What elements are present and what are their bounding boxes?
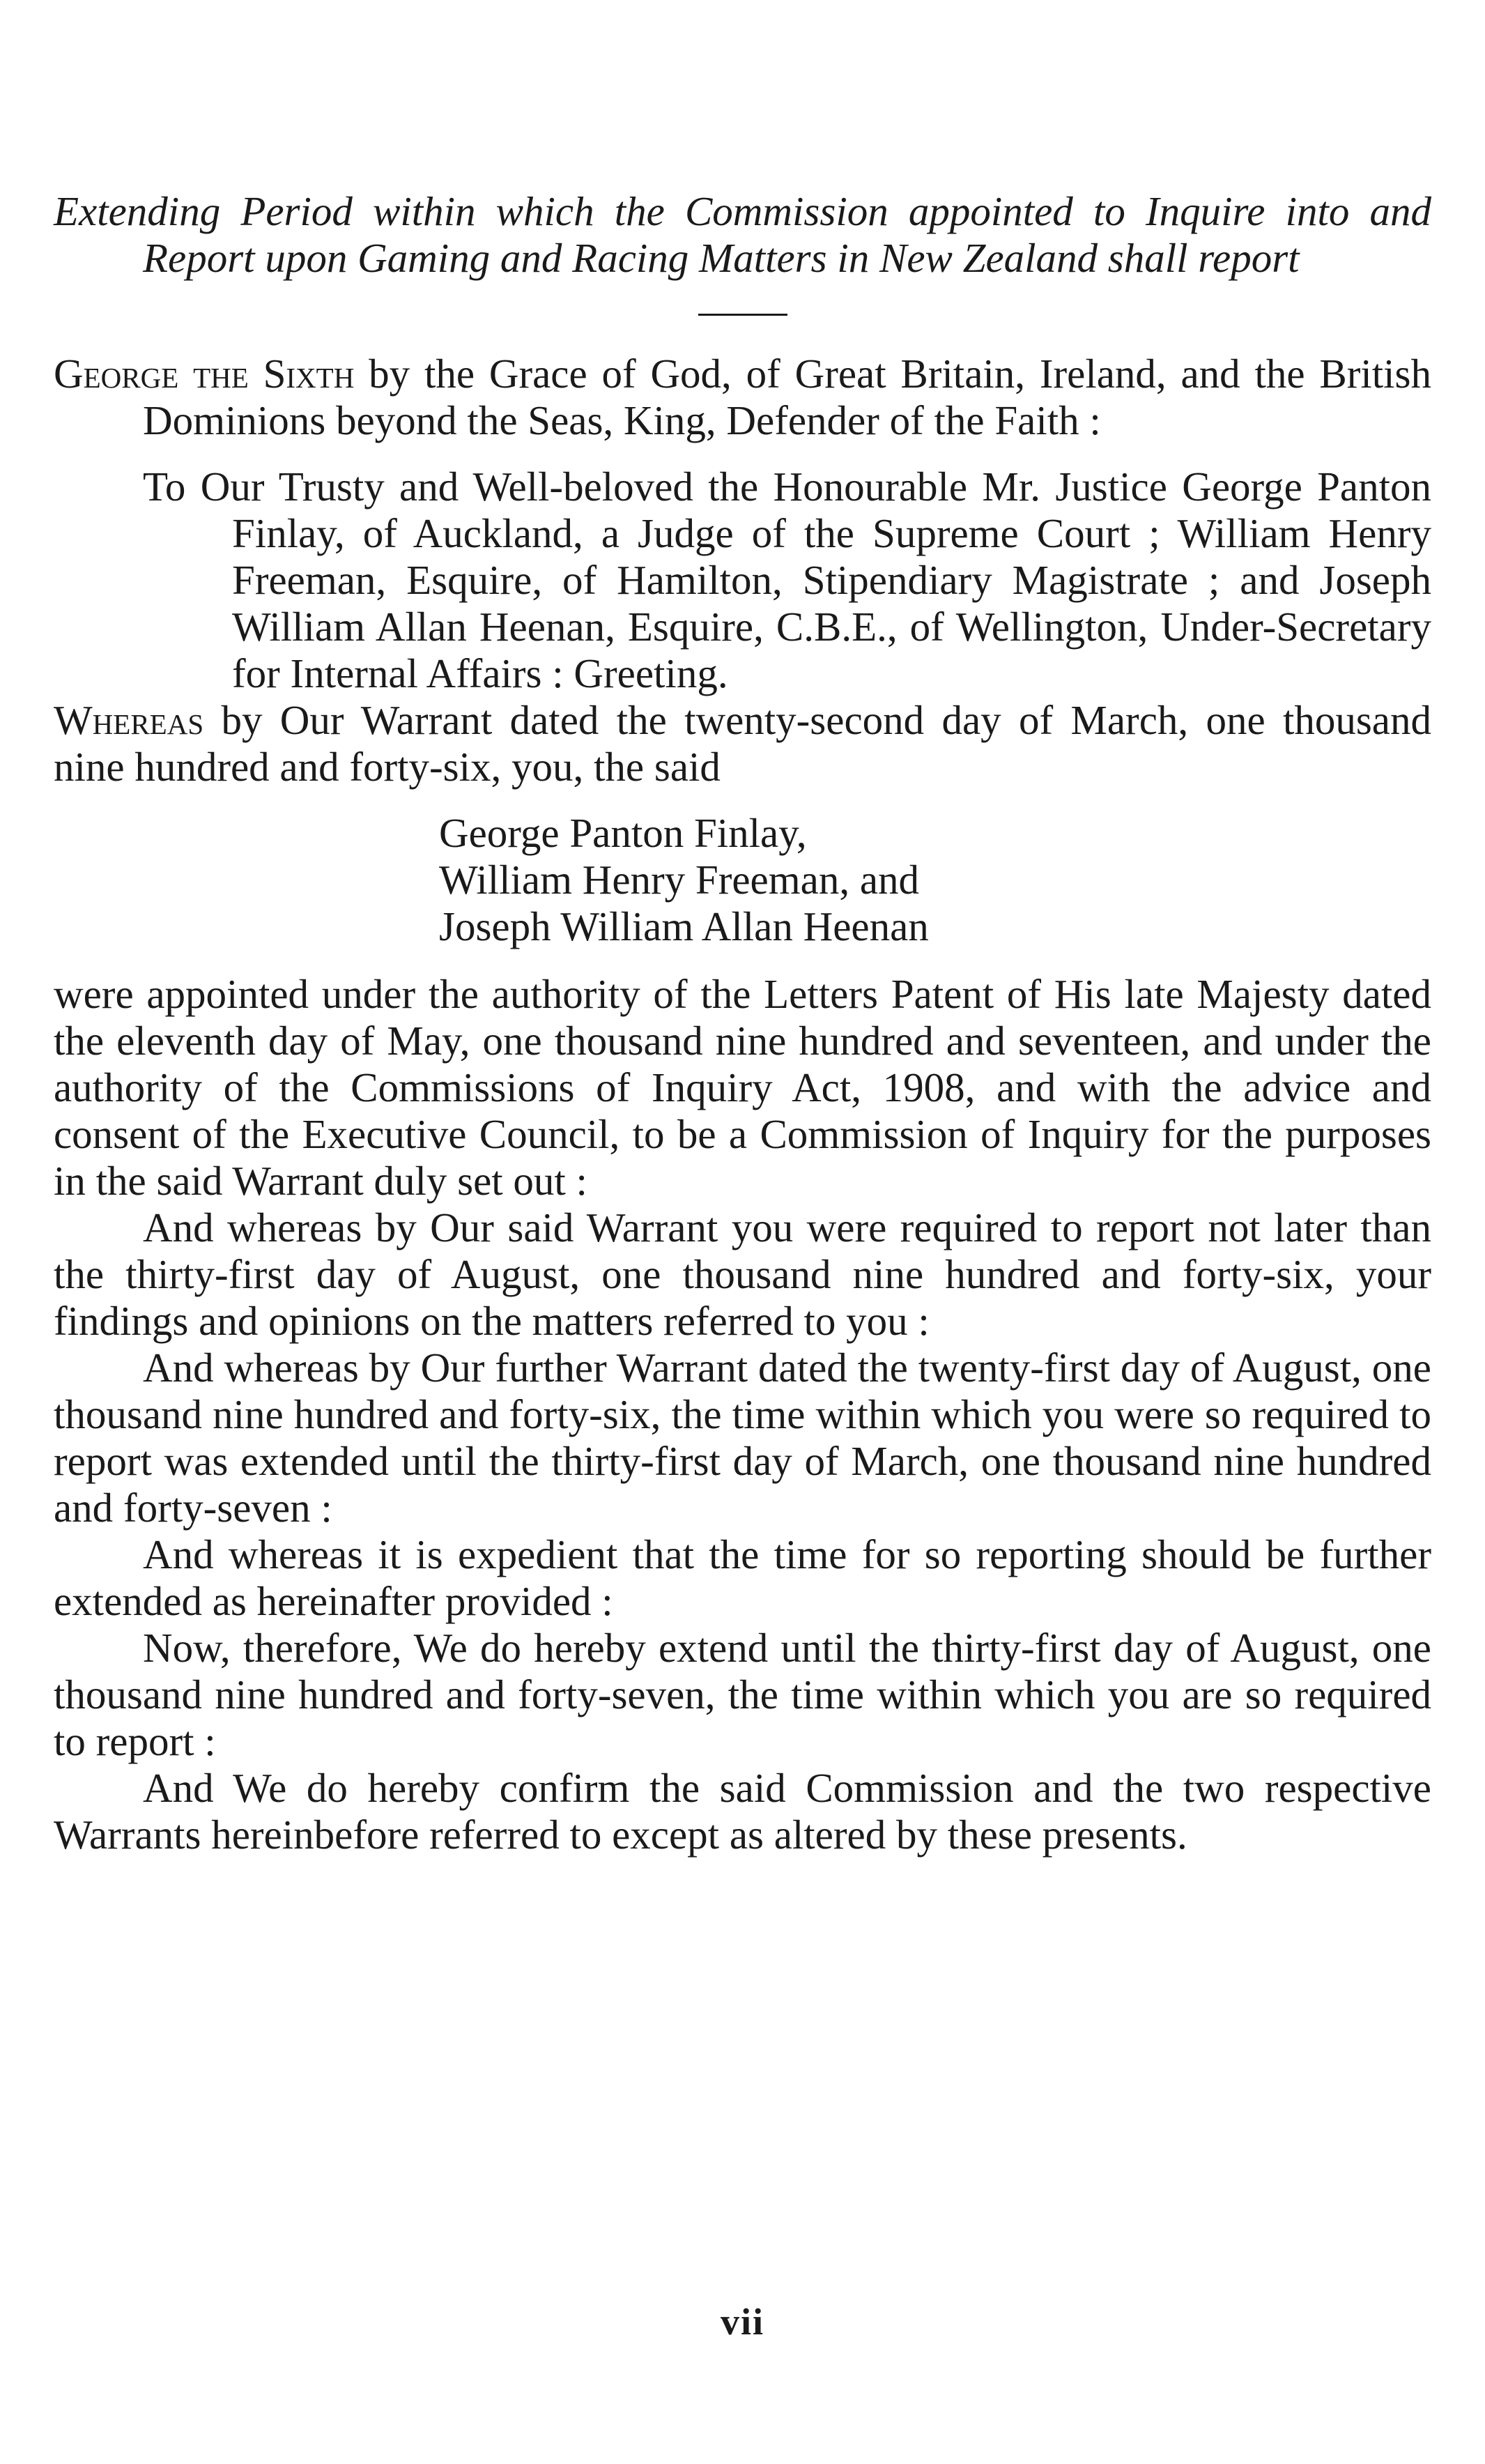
- whereas-text: by Our Warrant dated the twenty-second day of March, one thousand nine hundred and forty-six, you, the said: [54, 697, 1431, 790]
- commissioner-names: [54, 810, 1431, 950]
- body-paragraph: Now, therefore, We do hereby extend until the thirty-first day of August, one thousand nine hundred and forty-seven, the time within which you are so required to report :: [54, 1625, 1431, 1764]
- address-paragraph: To Our Trusty and Well-beloved the Honourable Mr. Justice George Panton Finlay, of Auckland, a Judge of the Supreme Court ; William Henry Freeman, Esquire, of Hamilton, Stipendiary Magistrate ; and Joseph William Allan Heenan, Esquire, C.B.E., of Wellington, Under-Secretary for Internal Affairs : Greeting.: [143, 464, 1431, 696]
- preamble: [54, 351, 1431, 444]
- title-divider: [698, 314, 787, 316]
- document-title: Extending Period within which the Commission appointed to Inquire into and Report upon Gaming and Racing Matters in New Zealand shall report: [54, 188, 1431, 281]
- body-paragraph: And whereas it is expedient that the time for so reporting should be further extended as hereinafter provided :: [54, 1531, 1431, 1624]
- commissioner-name: George Panton Finlay,: [439, 810, 807, 856]
- preamble-text: by the Grace of God, of Great Britain, Ireland, and the British Dominions beyond the Seas, King, Defender of the Faith :: [143, 351, 1432, 443]
- document-page: [54, 188, 1431, 1858]
- sovereign-name: George the Sixth: [54, 351, 355, 397]
- whereas-lead: Whereas: [54, 697, 204, 743]
- body-paragraph: And whereas by Our further Warrant dated the twenty-first day of August, one thousand nine hundred and forty-six, the time within which you were so required to report was extended until the thirty-first day of March, one thousand nine hundred and forty-seven :: [54, 1345, 1431, 1531]
- commissioner-name: Joseph William Allan Heenan: [439, 903, 929, 949]
- page-number: vii: [720, 2301, 764, 2343]
- body-paragraph: were appointed under the authority of the Letters Patent of His late Majesty dated the eleventh day of May, one thousand nine hundred and seventeen, and under the authority of the Commissions of Inquiry Act, 1908, and with the advice and consent of the Executive Council, to be a Commission of Inquiry for the purposes in the said Warrant duly set out :: [54, 971, 1431, 1204]
- body-paragraph: And whereas by Our said Warrant you were required to report not later than the thirty-first day of August, one thousand nine hundred and forty-six, your findings and opinions on the matters referred to you :: [54, 1204, 1431, 1344]
- body-paragraph: And We do hereby confirm the said Commission and the two respective Warrants hereinbefore referred to except as altered by these presents.: [54, 1765, 1431, 1858]
- whereas-paragraph: [54, 697, 1431, 790]
- commissioner-name: William Henry Freeman, and: [439, 857, 920, 903]
